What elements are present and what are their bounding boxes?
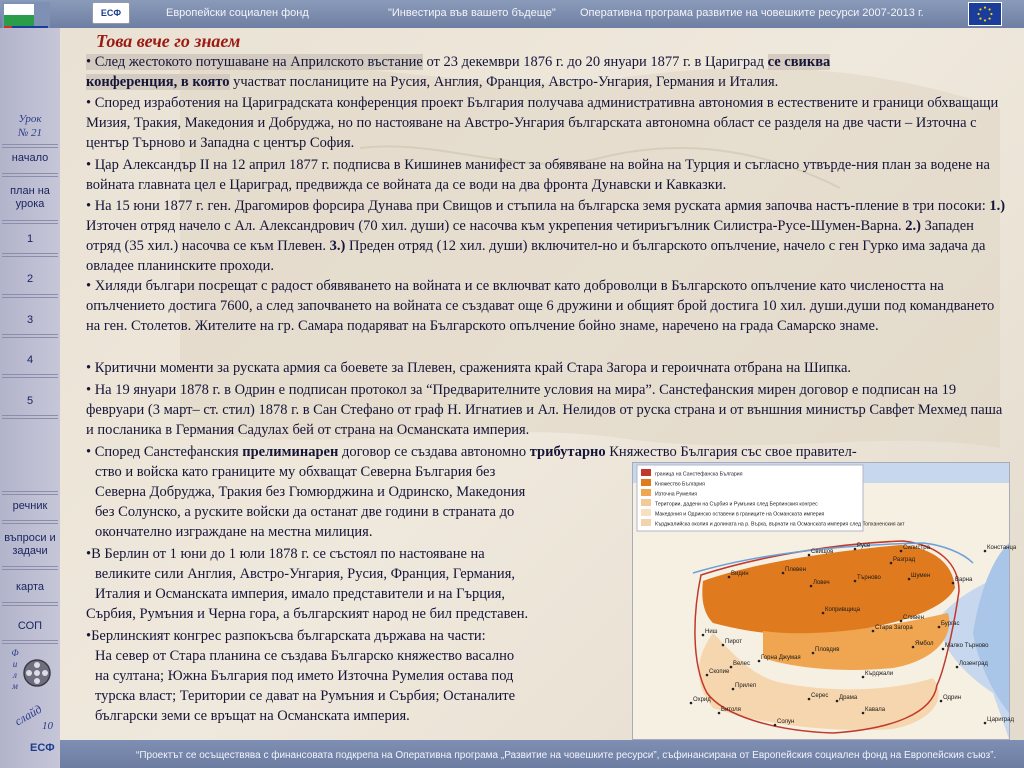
city-label: Солун <box>777 719 795 725</box>
city-dot <box>718 712 721 715</box>
city-dot <box>810 585 813 588</box>
city-dot <box>706 674 709 677</box>
city-label: Кавала <box>865 707 886 713</box>
paragraph-offensive <box>86 196 1006 276</box>
nav-section-5[interactable]: 5 <box>26 395 34 407</box>
city-dot <box>984 722 987 725</box>
legend-label: Македония и Одринско оставени в границите на Османската империя <box>655 511 825 518</box>
city-dot <box>912 646 915 649</box>
highlighted-text: • След жестокото потушаване на Априлското въстание <box>86 54 423 70</box>
eu-flag-icon <box>968 2 1002 26</box>
text-line: Сърбия, Румъния и Черна гора, а българският народ не бил представен. <box>86 606 529 622</box>
nav-section-2[interactable]: 2 <box>26 273 34 285</box>
text: от 23 декември 1876 г. до 20 януари 1877 г. в Цариград <box>422 54 768 70</box>
city-dot <box>690 702 693 705</box>
city-dot <box>900 550 903 553</box>
city-dot <box>854 580 857 583</box>
city-dot <box>942 648 945 651</box>
city-dot <box>722 644 725 647</box>
film-reel-icon[interactable] <box>22 658 52 688</box>
city-dot <box>956 666 959 669</box>
divider <box>2 640 58 644</box>
city-dot <box>812 652 815 655</box>
city-label: Ловеч <box>813 580 830 586</box>
city-label: Прилеп <box>735 683 757 689</box>
paragraph-principality <box>95 462 635 542</box>
text: Западен отряд (35 хил.) насочва се към Плевен. <box>86 218 974 254</box>
city-dot <box>702 634 705 637</box>
divider <box>2 566 58 570</box>
text: участват посланиците на Русия, Англия, Франция, Австро-Унгария, Германия и Италия. <box>229 74 779 90</box>
divider <box>2 415 58 419</box>
city-dot <box>938 626 941 629</box>
city-dot <box>808 554 811 557</box>
city-label: Скопие <box>709 669 730 675</box>
city-dot <box>732 688 735 691</box>
divider <box>2 374 58 378</box>
city-label: Констанца <box>987 545 1017 551</box>
bold-text: конференция, в която <box>86 74 230 90</box>
city-dot <box>854 548 857 551</box>
legend-label: Кърджалийска околия и долината на р. Върха, върнати на Османската империя след Топханенския акт <box>655 521 905 528</box>
city-label: Ямбол <box>915 641 934 647</box>
divider <box>2 294 58 298</box>
text-line: ство и войска като границите му обхващат Северна България без <box>95 464 496 480</box>
bold-text: 3.) <box>329 238 346 254</box>
paragraph-manifest: • Цар Александър II на 12 април 1877 г. подписва в Кишинев манифест за обявяване на война на Турция и съгласно утвърде-ния план за водене на войната главната цел е Цариград, предвижда се войната да се води на два фронта Дунавски и Кавказки. <box>86 157 990 193</box>
city-label: Битоля <box>721 707 741 713</box>
city-dot <box>730 666 733 669</box>
header-program: Оперативна програма развитие на човешките ресурси 2007-2013 г. <box>580 7 924 19</box>
city-dot <box>908 578 911 581</box>
city-label: Свищов <box>811 549 834 555</box>
legend-label: Територии, дадени на Сърбия и Румъния след Берлинския конгрес <box>655 501 818 508</box>
city-label: Копривщица <box>825 607 861 613</box>
city-dot <box>862 676 865 679</box>
city-label: Драма <box>839 695 858 701</box>
city-label: Видин <box>731 571 749 577</box>
film-label: Ф и л м <box>11 648 19 691</box>
legend-swatch <box>641 519 651 526</box>
lesson-number <box>8 112 52 140</box>
left-sidebar <box>0 28 60 768</box>
footer-banner <box>60 740 1024 768</box>
city-label: Пирот <box>725 639 742 645</box>
paragraph-division <box>86 626 634 726</box>
city-label: Стара Загора <box>875 625 913 631</box>
divider <box>2 334 58 338</box>
text-line: На север от Стара планина се създава Българско княжество васално <box>95 648 515 664</box>
text: • Според Санстефанския <box>86 444 243 460</box>
divider <box>2 491 58 495</box>
city-dot <box>836 700 839 703</box>
slide-number: 10 <box>42 720 53 732</box>
legend-label: Княжество България <box>655 481 705 488</box>
city-label: Ниш <box>705 629 718 635</box>
paragraph-critical-moments: • Критични моменти за руската армия са боевете за Плевен, сраженията край Стара Загора и героичната отбрана на Шипка. <box>86 360 852 376</box>
city-label: Горна Джумая <box>761 655 801 661</box>
city-dot <box>782 572 785 575</box>
paragraph-project: • Според изработения на Цариградската конференция проект България получава административна автономия в естествените и граници обхващащи Мизия, Тракия, Македония и Добруджа, но по настояване на Австро-Унгария българската автономна област се разделя на две части – Източна с център Търново и Западна с център София. <box>86 95 999 151</box>
nav-section-4[interactable]: 4 <box>26 354 34 366</box>
city-label: Пловдив <box>815 647 840 653</box>
slide-title: Това вече го знаем <box>96 31 241 51</box>
text-line: Северна Добруджа, Тракия без Гюмюрджина и Одринско, Македония <box>95 484 526 500</box>
lesson-label: Урок <box>18 113 42 125</box>
city-dot <box>758 660 761 663</box>
text-line: без Солунско, а руските войски да останат две години в страната до <box>95 504 515 520</box>
paragraph-treaty: • На 19 януари 1878 г. в Одрин е подписан протокол за “Предварителните условия на мира”. Санстефанския мирен договор е подписан на 19 февруари (3 март– ст. стил) 1878 г. в Сан Стефано от граф Н. Игнатиев и Ал. Нелидов от руска страна и от външния министър Савфет Мехмед паша и посланика в Германия Садулах бей от страна на Османската империя. <box>86 382 1003 438</box>
divider <box>2 520 58 524</box>
nav-sop[interactable]: СОП <box>17 620 43 632</box>
city-label: Кърджали <box>865 671 894 677</box>
text-line: •Берлинският конгрес разпокъсва българската държава на части: <box>86 628 486 644</box>
text-line: български земи се връщат на Османската империя. <box>95 708 410 724</box>
nav-glossary[interactable]: речник <box>12 500 48 512</box>
city-label: Русе <box>857 543 871 549</box>
divider <box>2 173 58 177</box>
city-label: Одрин <box>943 695 962 701</box>
city-label: Лозенград <box>959 661 988 667</box>
header-fund: Европейски социален фонд <box>166 7 309 19</box>
text: договор се създава автономно <box>338 444 530 460</box>
city-dot <box>984 550 987 553</box>
city-dot <box>774 724 777 727</box>
city-label: Охрид <box>693 697 711 703</box>
city-dot <box>808 698 811 701</box>
text: Преден отряд (12 хил. души) включител-но и българското опълчение, начело с ген Гурко има задача да овладее планинските проходи. <box>86 238 986 274</box>
slide-label: слайд <box>12 701 45 729</box>
legend-swatch <box>641 509 651 516</box>
city-dot <box>940 700 943 703</box>
city-label: Бургас <box>941 621 960 627</box>
text-line: великите сили Англия, Австро-Унгария, Русия, Франция, Германия, <box>95 566 515 582</box>
text: • На 15 юни 1877 г. ген. Драгомиров форсира Дунава при Свищов и стъпила на българска земя руската армия започва настъ-пление в три посоки: <box>86 198 990 214</box>
nav-map[interactable]: карта <box>15 581 45 593</box>
city-label: Серес <box>811 693 829 699</box>
map-bulgaria-1878[interactable] <box>632 462 1017 740</box>
city-label: Шумен <box>911 573 931 579</box>
city-dot <box>872 630 875 633</box>
bold-text: 2.) <box>905 218 922 234</box>
city-dot <box>952 582 955 585</box>
paragraph-berlin <box>86 544 634 624</box>
city-label: Малко Търново <box>945 643 989 649</box>
city-label: Сливен <box>903 615 924 621</box>
paragraph-principality-heading <box>86 442 1006 462</box>
city-dot <box>728 576 731 579</box>
map-graphic <box>633 463 1017 739</box>
nav-questions[interactable]: въпроси и задачи <box>4 532 56 557</box>
text-line: турска власт; Територии се дават на Румъния и Сърбия; Останалите <box>95 688 516 704</box>
paragraph-conference <box>86 52 1006 92</box>
paragraph-volunteers: • Хиляди българи посрещат с радост обявяването на войната и се включват като доброволци в Българското опълчение като числеността на опълчението достига 7600, а след започването на войната се създават още 6 дружини и общият брой достига 10 хил. души.души под командването на ген. Столетов. Жителите на гр. Самара подаряват на Българското опълчение бойно знаме, наречено на града Самарско знаме. <box>86 278 995 334</box>
legend-swatch <box>641 469 651 476</box>
bold-text: се свиква <box>767 54 831 70</box>
bold-text: трибутарно <box>529 444 606 460</box>
footer-text: “Проектът се осъществява с финансовата подкрепа на Оперативна програма „Развитие на човешките ресурси”, съфинансирана от Европейския социален фонд на Европейския съюз”. <box>136 750 997 761</box>
city-label: Разград <box>893 557 916 563</box>
header-slogan: "Инвестира във вашето бъдеще" <box>388 7 556 19</box>
city-dot <box>822 612 825 615</box>
text-line: •В Берлин от 1 юни до 1 юли 1878 г. се състоял по настояване на <box>86 546 485 562</box>
city-label: Варна <box>955 577 973 583</box>
divider <box>2 602 58 606</box>
legend-swatch <box>641 499 651 506</box>
text-line: окончателно изграждане на местна милиция. <box>95 524 373 540</box>
city-dot <box>890 562 893 565</box>
text: Източен отряд начело с Ал. Александрович (70 хил. души) се насочва към укрепения четириъгълник Силистра-Русе-Шумен-Варна. <box>86 218 906 234</box>
text-line: на султана; Южна България под името Източна Румелия остава под <box>95 668 514 684</box>
divider <box>2 253 58 257</box>
nav-section-1[interactable]: 1 <box>26 233 34 245</box>
lesson-value: № 21 <box>17 127 43 139</box>
legend-label: граница на Санстефанска България <box>655 471 743 478</box>
nav-lesson-plan[interactable]: план на урока <box>10 185 50 210</box>
city-label: Цариград <box>987 717 1014 723</box>
city-label: Търново <box>857 575 881 581</box>
nav-section-3[interactable]: 3 <box>26 314 34 326</box>
city-label: Силистра <box>903 545 930 551</box>
top-banner <box>0 0 1024 28</box>
legend-swatch <box>641 489 651 496</box>
nav-home[interactable]: начало <box>11 152 49 164</box>
bold-text: прелиминарен <box>242 444 339 460</box>
legend-swatch <box>641 479 651 486</box>
esf-logo-bottom: ЕСФ <box>30 742 55 754</box>
city-dot <box>900 620 903 623</box>
legend-label: Източна Румелия <box>655 491 698 498</box>
divider <box>2 144 58 148</box>
bold-text: 1.) <box>989 198 1006 214</box>
text: Княжество България със свое правител- <box>605 444 857 460</box>
city-dot <box>862 712 865 715</box>
esf-logo: ЕСФ <box>92 2 130 24</box>
city-label: Велес <box>733 661 750 667</box>
text-line: Италия и Османската империя, имало представители и на Гърция, <box>95 586 506 602</box>
divider <box>2 220 58 224</box>
city-label: Плевен <box>785 567 806 573</box>
